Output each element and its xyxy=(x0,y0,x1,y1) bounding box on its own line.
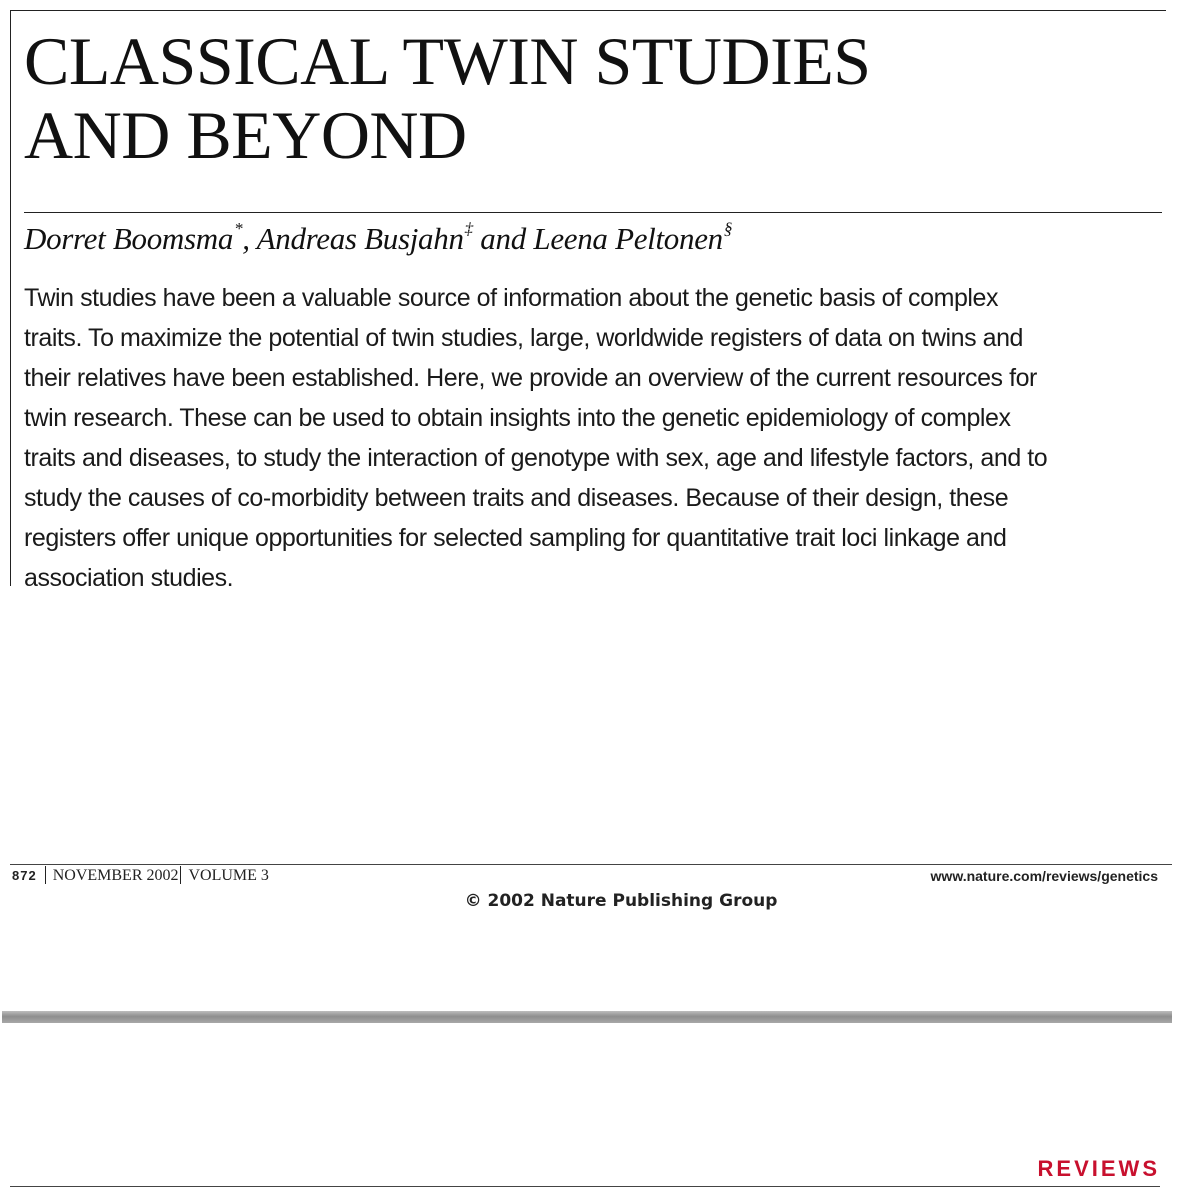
footer-separator xyxy=(45,866,46,884)
journal-url[interactable]: www.nature.com/reviews/genetics xyxy=(930,868,1158,884)
abstract-line: their relatives have been established. Here, we provide an overview of the current resources for xyxy=(24,364,1037,392)
volume: VOLUME 3 xyxy=(188,867,269,884)
title-line-2: AND BEYOND xyxy=(24,97,467,173)
author-rule xyxy=(24,212,1162,213)
abstract-line: Twin studies have been a valuable source of information about the genetic basis of complex xyxy=(24,284,999,312)
abstract-line: traits and diseases, to study the interaction of genotype with sex, age and lifestyle factors, and to xyxy=(24,444,1048,472)
affiliation-mark: * xyxy=(234,218,243,238)
footer-issue-info xyxy=(12,866,269,886)
author-separator: , xyxy=(242,221,257,256)
section-label-reviews: REVIEWS xyxy=(1037,1156,1160,1181)
abstract-line: study the causes of co-morbidity between traits and diseases. Because of their design, these xyxy=(24,484,1009,512)
abstract-line: twin research. These can be used to obtain insights into the genetic epidemiology of complex xyxy=(24,404,1011,432)
page-break-bar xyxy=(2,1011,1172,1023)
article-title xyxy=(24,24,1144,172)
author-name: Leena Peltonen xyxy=(533,221,723,256)
author-separator: and xyxy=(472,221,534,256)
page-number: 872 xyxy=(12,868,37,883)
bottom-rule xyxy=(10,1186,1160,1187)
issue-date: NOVEMBER 2002 xyxy=(52,867,179,884)
copyright-notice: © 2002 Nature Publishing Group xyxy=(464,891,778,911)
left-rule xyxy=(10,10,11,586)
footer-rule xyxy=(10,864,1172,865)
author-name: Andreas Busjahn xyxy=(256,221,464,256)
title-line-1: CLASSICAL TWIN STUDIES xyxy=(24,23,871,99)
abstract-line: traits. To maximize the potential of twin studies, large, worldwide registers of data on twins and xyxy=(24,324,1024,352)
author-name: Dorret Boomsma xyxy=(24,221,234,256)
author-list xyxy=(24,219,732,259)
top-rule xyxy=(10,10,1166,11)
footer-separator xyxy=(180,866,181,884)
affiliation-mark: ‡ xyxy=(464,218,473,238)
abstract-line: registers offer unique opportunities for selected sampling for quantitative trait loci linkage and xyxy=(24,524,1007,552)
abstract xyxy=(24,278,1164,598)
affiliation-mark: § xyxy=(723,218,733,238)
abstract-line: association studies. xyxy=(24,564,234,592)
